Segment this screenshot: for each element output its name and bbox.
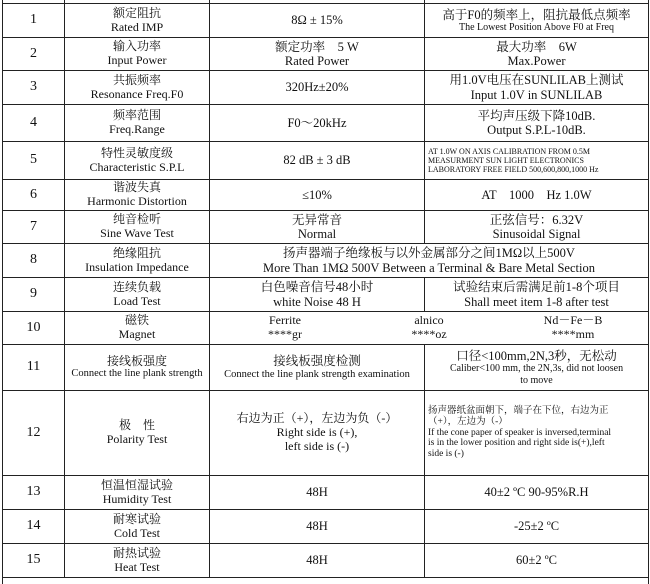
row-number: 6: [3, 180, 65, 211]
table-row: [3, 544, 649, 578]
item-name: [65, 345, 210, 391]
magnet-values: [210, 312, 649, 345]
value-zh: 无异常音: [291, 212, 342, 227]
spec-value: 82 dB ± 3 dB: [210, 142, 425, 180]
row-number: 10: [3, 312, 65, 345]
spec-value: 320Hz±20%: [210, 71, 425, 105]
row-number: 13: [3, 476, 65, 510]
value-en: Connect the line plank strength examination: [224, 368, 410, 380]
note-en: is in the lower position and right side is(+),left: [428, 438, 605, 449]
note-line: AT 1.0W ON AXIS CALIBRATION FROM 0.5M: [428, 146, 590, 156]
item-name: [65, 71, 210, 105]
item-name-zh: 耐寒试验: [112, 511, 161, 526]
item-name: [65, 4, 210, 38]
item-name-zh: 纯音检听: [112, 212, 161, 227]
spec-value-wide: [210, 244, 649, 278]
table-row: [3, 345, 649, 391]
item-name: [65, 211, 210, 244]
spec-note: [425, 391, 649, 476]
item-name-zh: 极 性: [118, 418, 155, 433]
spec-value: 48H: [210, 476, 425, 510]
spec-value: F0～20kHz: [210, 105, 425, 142]
spec-note: -25±2 ºC: [425, 510, 649, 544]
row-number: 3: [3, 71, 65, 105]
item-name-en: Freq.Range: [109, 122, 165, 136]
spec-note: [425, 38, 649, 71]
item-name-en: Resonance Freq.F0: [90, 86, 184, 101]
item-name-en: Input Power: [107, 53, 167, 67]
note-zh: 平均声压级下降10dB.: [477, 108, 596, 123]
item-name-en: Polarity Test: [106, 432, 168, 446]
table-row: [3, 211, 649, 244]
item-name-zh: 谐波失真: [112, 180, 161, 195]
table-row: [3, 38, 649, 71]
note-line: MEASURMENT SUN LIGHT ELECTRONICS: [428, 155, 584, 165]
spec-note: [425, 71, 649, 105]
spec-value: [210, 391, 425, 476]
item-name-en: Humidity Test: [102, 491, 172, 506]
spec-value: [210, 278, 425, 312]
item-name-zh: 接线板强度: [106, 353, 167, 368]
spec-value: [210, 211, 425, 244]
item-name-zh: 绝缘阻抗: [112, 245, 161, 260]
row-number: 5: [3, 142, 65, 180]
spec-note: 40±2 ºC 90-95%R.H: [425, 476, 649, 510]
table-row: [3, 278, 649, 312]
spec-value: 48H: [210, 544, 425, 578]
item-name: [65, 180, 210, 211]
note-en: Shall meet item 1-8 after test: [464, 294, 609, 309]
value-zh: 扬声器端子绝缘板与以外金属部分之间1MΩ以上500V: [283, 246, 575, 261]
item-name: [65, 544, 210, 578]
item-name-zh: 额定阻抗: [112, 5, 161, 20]
value-zh: 白色噪音信号48小时: [260, 280, 374, 295]
note-en: Output S.P.L-10dB.: [487, 123, 586, 137]
spec-note: [425, 345, 649, 391]
item-name-en: Load Test: [113, 293, 161, 308]
table-row: [3, 180, 649, 211]
spec-note: [425, 4, 649, 38]
spec-note: 60±2 ºC: [425, 544, 649, 578]
table-row: [3, 312, 649, 345]
item-name-en: Sine Wave Test: [100, 226, 174, 240]
table-row: [3, 4, 649, 38]
item-name: [65, 142, 210, 180]
note-en: Max.Power: [507, 54, 566, 68]
item-name-en: Rated IMP: [110, 19, 164, 34]
item-name-en: Harmonic Distortion: [87, 194, 187, 208]
value-en: left side is (-): [284, 438, 350, 453]
specification-table: [2, 0, 649, 584]
item-name-zh: 特性灵敏度级: [100, 145, 173, 160]
item-name: [65, 38, 210, 71]
note-en: Input 1.0V in SUNLILAB: [470, 87, 603, 102]
item-name-zh: 恒温恒湿试验: [100, 477, 173, 492]
spec-note: AT 1000 Hz 1.0W: [425, 180, 649, 211]
table-row: [3, 142, 649, 180]
item-name-zh: 耐热试验: [112, 545, 161, 560]
row-number: 4: [3, 105, 65, 142]
note-zh: 高于F0的频率上，阻抗最低点频率: [442, 7, 631, 22]
item-name-en: Insulation Impedance: [85, 259, 189, 274]
item-name: [65, 312, 210, 345]
note-line: LABORATORY FREE FIELD 500,600,800,1000 Hz: [428, 165, 599, 175]
value-en: white Noise 48 H: [273, 294, 361, 309]
note-zh: （+），左边为（-）: [428, 416, 508, 427]
note-en: The Lowest Position Above F0 at Freq: [459, 21, 614, 33]
spec-value: [210, 38, 425, 71]
spec-value: 48H: [210, 510, 425, 544]
magnet-unit-oz: ****oz: [411, 327, 447, 341]
table-row: [3, 391, 649, 476]
item-name-en: Cold Test: [114, 525, 160, 540]
spec-value: ≤10%: [210, 180, 425, 211]
note-zh: 扬声器纸盆面朝下，端子在下位，右边为正: [428, 405, 609, 416]
row-number: 14: [3, 510, 65, 544]
note-zh: 口径<100mm,2N,3秒，无松动: [456, 348, 617, 363]
item-name: [65, 391, 210, 476]
table-row: [3, 510, 649, 544]
value-en: Normal: [297, 227, 337, 241]
row-number: 12: [3, 391, 65, 476]
row-number: 7: [3, 211, 65, 244]
item-name-zh: 连续负载: [112, 279, 161, 294]
magnet-type-ferrite: Ferrite: [269, 313, 301, 328]
note-en: to move: [520, 374, 553, 386]
note-zh: 用1.0V电压在SUNLILAB上测试: [449, 73, 624, 88]
spec-note: [425, 142, 649, 180]
magnet-unit-gr: ****gr: [268, 327, 302, 341]
item-name-en: Characteristic S.P.L: [89, 159, 185, 174]
item-name-en: Magnet: [118, 327, 156, 341]
note-en: Caliber<100 mm, the 2N,3s, did not loosen: [449, 363, 624, 375]
note-zh: 最大功率 6W: [496, 39, 577, 54]
table-row: [3, 71, 649, 105]
value-en: Right side is (+),: [276, 425, 358, 440]
item-name-zh: 共振频率: [112, 72, 161, 87]
note-en: If the cone paper of speaker is inversed,terminal: [428, 427, 612, 438]
row-number: 9: [3, 278, 65, 312]
item-name-en: Heat Test: [114, 559, 160, 574]
value-en: Rated Power: [284, 54, 350, 68]
table-bottom-strip: [3, 578, 649, 584]
spec-note: [425, 105, 649, 142]
item-name: [65, 105, 210, 142]
table-row: [3, 476, 649, 510]
item-name: [65, 278, 210, 312]
table-row: [3, 105, 649, 142]
value-zh: 接线板强度检测: [273, 354, 361, 369]
spec-note: [425, 211, 649, 244]
row-number: 1: [3, 4, 65, 38]
value-en: More Than 1MΩ 500V Between a Terminal & Bare Metal Section: [263, 260, 595, 275]
spec-value: 8Ω ± 15%: [210, 4, 425, 38]
row-number: 11: [3, 345, 65, 391]
item-name: [65, 244, 210, 278]
magnet-unit-mm: ****mm: [551, 327, 595, 341]
table-row: [3, 244, 649, 278]
row-number: 8: [3, 244, 65, 278]
value-zh: 右边为正（+），左边为负（-）: [236, 411, 398, 426]
row-number: 2: [3, 38, 65, 71]
row-number: 15: [3, 544, 65, 578]
magnet-type-ndfeb: Nd－Fe－B: [543, 313, 603, 328]
item-name-en: Connect the line plank strength: [71, 368, 203, 380]
item-name-zh: 频率范围: [112, 108, 161, 123]
value-zh: 额定功率 5 W: [275, 39, 359, 54]
magnet-type-alnico: alnico: [414, 313, 444, 328]
note-en: Sinusoidal Signal: [492, 227, 581, 241]
note-en: side is (-): [428, 449, 464, 460]
note-zh: 正弦信号：6.32V: [489, 212, 584, 227]
spec-note: [425, 278, 649, 312]
note-zh: 试验结束后需满足前1-8个项目: [453, 280, 620, 295]
spec-value: [210, 345, 425, 391]
item-name-zh: 磁铁: [124, 313, 149, 328]
item-name: [65, 510, 210, 544]
item-name-zh: 输入功率: [112, 39, 161, 54]
item-name: [65, 476, 210, 510]
